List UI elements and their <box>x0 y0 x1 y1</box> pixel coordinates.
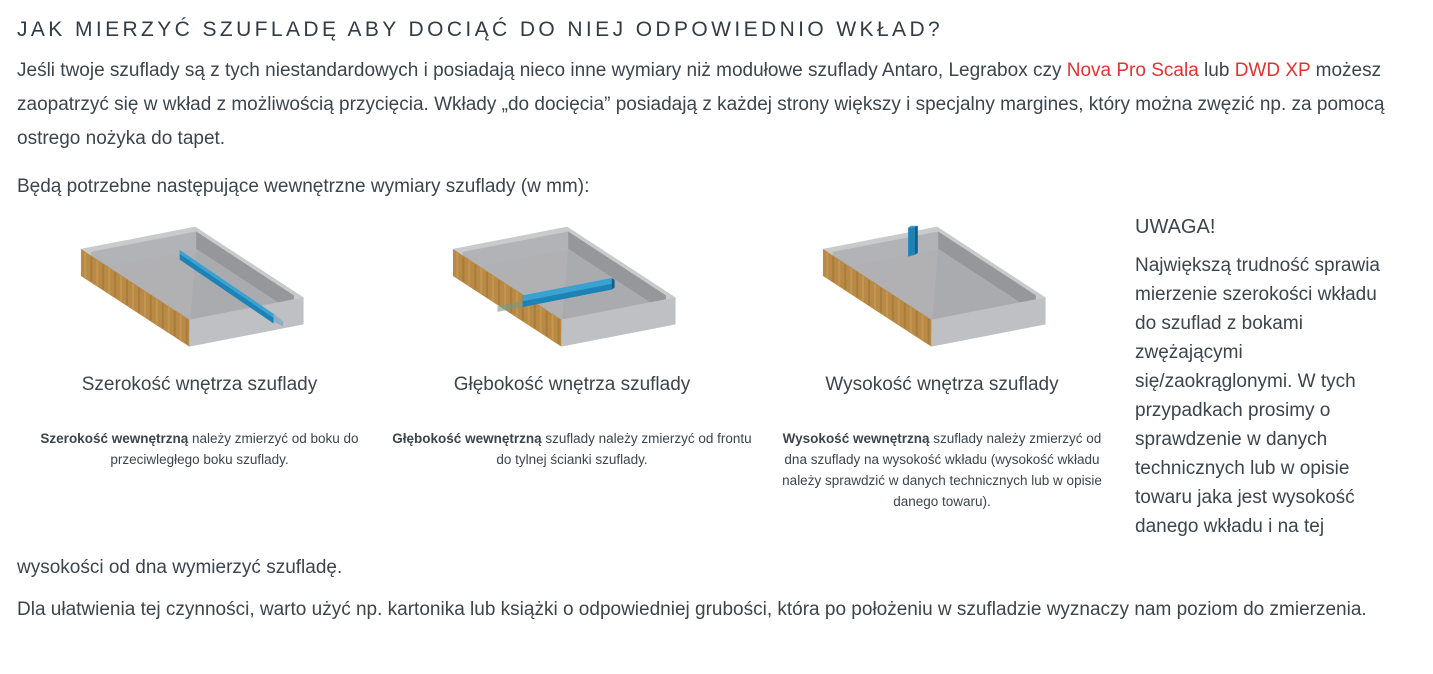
intro-paragraph <box>17 54 1387 156</box>
figure-depth-description-rest: szuflady należy zmierzyć od frontu do tylnej ścianki szuflady. <box>496 431 752 467</box>
intro-text-2: lub <box>1198 60 1235 81</box>
link-dwd-xp[interactable]: DWD XP <box>1234 60 1311 81</box>
note-box <box>1135 204 1387 541</box>
continuation-line: wysokości od dna wymierzyć szufladę. <box>17 557 343 578</box>
figure-height-description-rest: szuflady należy zmierzyć od dna szuflady na wysokość wkładu (wysokość wkładu należy sprawdzić w danych technicznych lub w opisie danego towaru). <box>782 431 1102 509</box>
requirements-line: Będą potrzebne następujące wewnętrzne wymiary szuflady (w mm): <box>17 176 590 197</box>
intro-text-3: możesz zaopatrzyć się w wkład z możliwością przycięcia. Wkłady „do docięcia” posiadają z każdej strony większy i specjalny margines, który można zwęzić np. za pomocą ostrego nożyka do tapet. <box>17 60 1385 149</box>
figure-depth-description <box>392 428 752 470</box>
page-title: JAK MIERZYĆ SZUFLADĘ ABY DOCIĄĆ DO NIEJ ODPOWIEDNIO WKŁAD? <box>17 18 944 41</box>
figure-depth-caption: Głębokość wnętrza szuflady <box>453 374 691 395</box>
figure-height <box>762 204 1122 512</box>
drawer-width-measure-illustration <box>50 212 350 372</box>
drawer-height-measure-illustration <box>792 212 1092 372</box>
drawer-depth-measure-illustration <box>422 212 722 372</box>
figure-width <box>17 204 382 470</box>
figure-height-description-lead: Wysokość wewnętrzną <box>782 431 930 446</box>
figure-height-caption: Wysokość wnętrza szuflady <box>825 374 1059 395</box>
figure-width-description <box>27 428 372 470</box>
figure-depth-description-lead: Głębokość wewnętrzną <box>392 431 542 446</box>
intro-text-1: Jeśli twoje szuflady są z tych niestandardowych i posiadają nieco inne wymiary niż modułowe szuflady Antaro, Legrabox czy <box>17 60 1067 81</box>
note-body: Największą trudność sprawia mierzenie szerokości wkładu do szuflad z bokami zwężającymi się/zaokrąglonymi. W tych przypadkach prosimy o sprawdzenie w danych technicznych lub w opisie towaru jaka jest wysokość danego wkładu i na tej <box>1135 255 1380 537</box>
figures-row <box>17 204 1387 541</box>
figure-height-description <box>772 428 1112 512</box>
figure-width-caption: Szerokość wnętrza szuflady <box>81 374 318 395</box>
note-title: UWAGA! <box>1135 216 1216 238</box>
figure-width-description-lead: Szerokość wewnętrzną <box>40 431 189 446</box>
closing-paragraph: Dla ułatwienia tej czynności, warto użyć np. kartonika lub książki o odpowiedniej grubości, która po położeniu w szufladzie wyznaczy nam poziom do zmierzenia. <box>17 599 1367 620</box>
link-nova-pro-scala[interactable]: Nova Pro Scala <box>1066 60 1199 81</box>
figure-width-description-rest: należy zmierzyć od boku do przeciwległego boku szuflady. <box>110 431 359 467</box>
figure-depth <box>382 204 762 470</box>
